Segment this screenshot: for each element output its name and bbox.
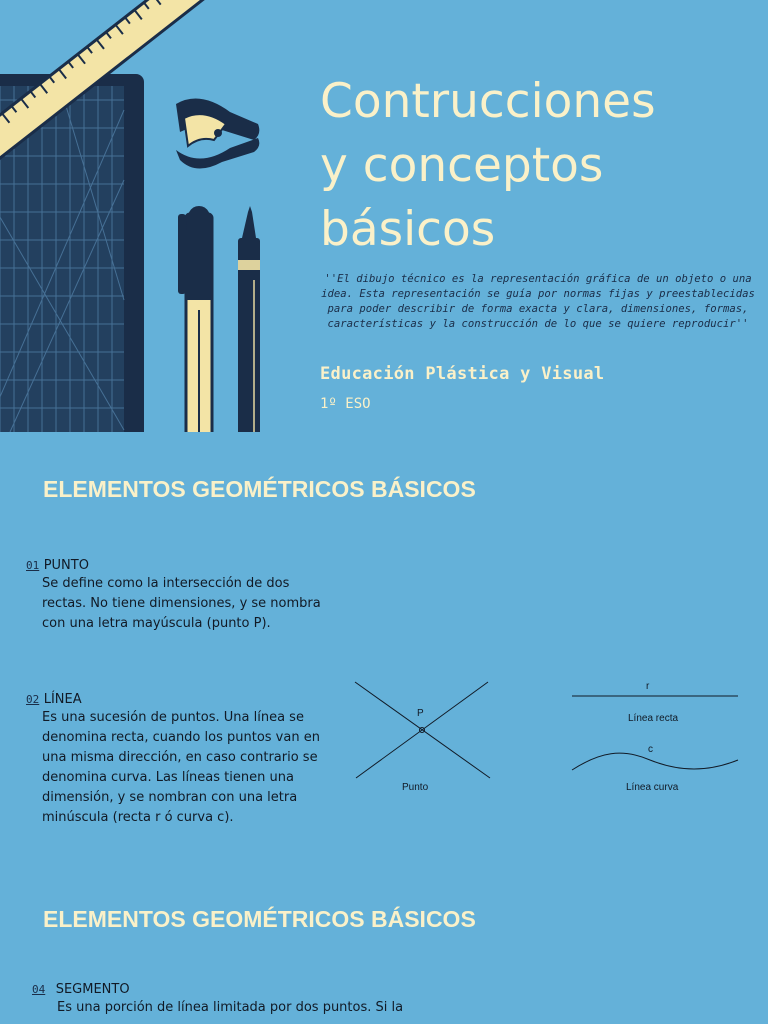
item-title: SEGMENTO [55,982,130,997]
line-letter-r: r [646,681,650,692]
pen-icon [178,206,212,432]
quote-line: para poder describir de forma exacta y clara, dimensiones, formas, [327,303,749,315]
quote-line: idea. Esta representación se guía por normas fijas y preestablecidas [321,288,755,300]
quote-line: ''El dibujo técnico es la representación gráfica de un objeto o una [324,273,752,285]
course-level: 1º ESO [320,396,371,412]
description-line: una misma dirección, en caso contrario se [42,750,318,765]
point-diagram [355,682,490,793]
line-caption-curva: Línea curva [626,782,679,793]
section-heading: ELEMENTOS GEOMÉTRICOS BÁSICOS [43,476,476,502]
slide-title [320,70,760,262]
description-line: Se define como la intersección de dos [42,576,290,591]
item-number: 04 [32,983,46,996]
description-line: dimensión, y se nombran con una letra [42,790,298,805]
title-line: Contrucciones [320,74,656,129]
item-description [42,574,326,634]
description-line: con una letra mayúscula (punto P). [42,616,271,631]
line-caption-recta: Línea recta [628,713,679,724]
item-title: LÍNEA [43,692,82,707]
item-description [42,708,326,828]
subject-name: Educación Plástica y Visual [320,364,605,384]
fineliner-icon [238,206,260,432]
item-title: PUNTO [43,558,89,573]
item-linea [26,690,326,828]
drawing-tools-illustration [0,0,300,432]
point-caption: Punto [402,782,429,793]
description-line: denomina recta, cuando los puntos van en [42,730,320,745]
straight-line-diagram [572,681,738,724]
title-line: básicos [320,202,496,257]
point-letter: P [417,708,424,719]
description-line: minúscula (recta r ó curva c). [42,810,234,825]
description-line: Es una sucesión de puntos. Una línea se [42,710,304,725]
geometry-figure [340,672,760,802]
item-segmento [32,980,452,1018]
title-line: y conceptos [320,138,604,193]
item-number: 01 [26,559,40,572]
item-number: 02 [26,693,40,706]
item-punto [26,556,326,634]
item-description: Es una porción de línea limitada por dos puntos. Si la [57,1000,404,1015]
quote-line: características y la construcción de lo que se quiere reproducir'' [327,318,749,330]
curved-line-diagram [572,744,738,793]
staple-remover-icon [176,99,259,169]
section-heading: ELEMENTOS GEOMÉTRICOS BÁSICOS [43,906,476,932]
definition-quote [318,272,758,332]
description-line: denomina curva. Las líneas tienen una [42,770,294,785]
description-line: rectas. No tiene dimensiones, y se nombra [42,596,321,611]
line-letter-c: c [648,744,653,755]
